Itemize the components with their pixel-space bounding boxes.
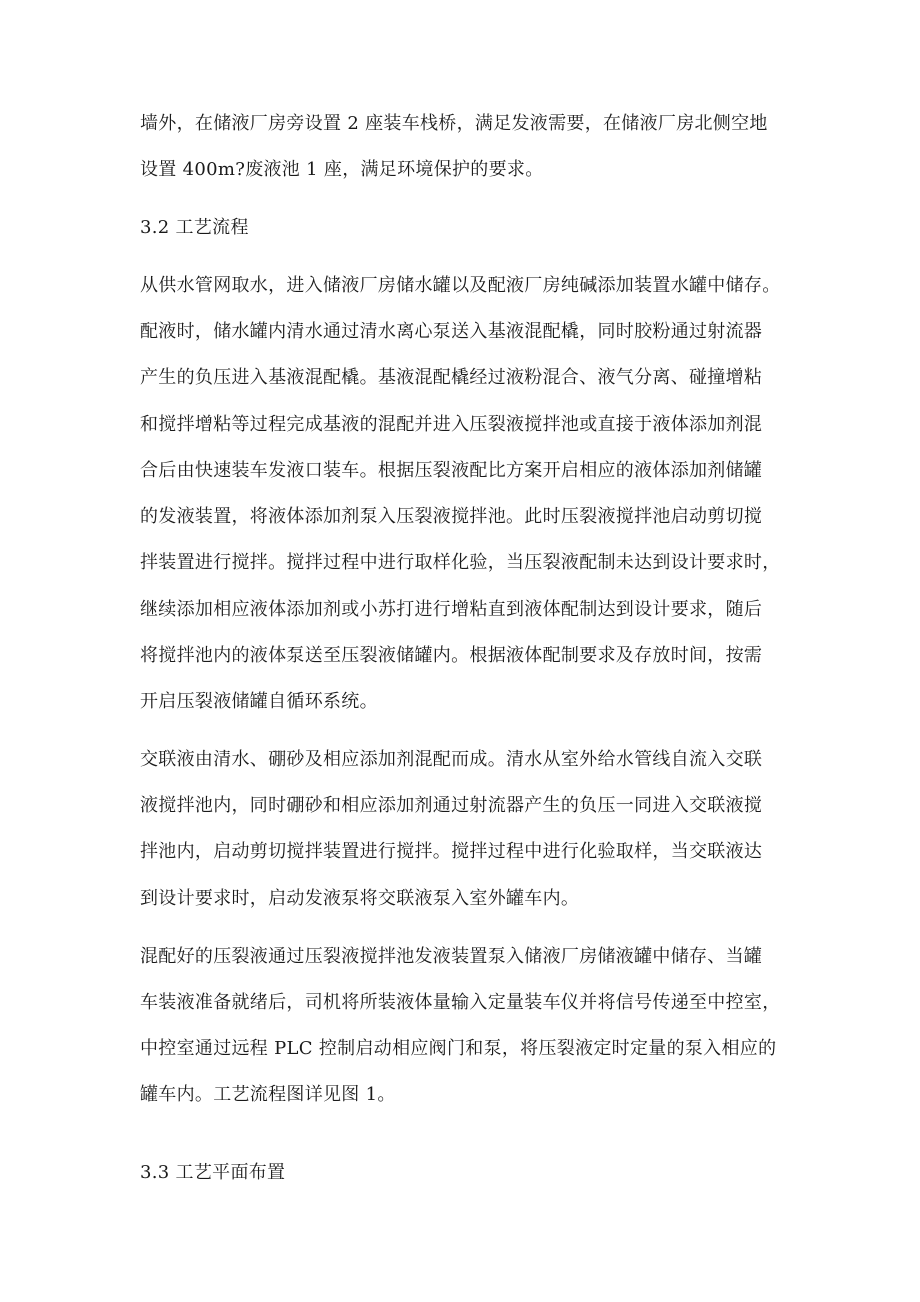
section-heading: 3.3 工艺平面布置: [140, 1162, 286, 1183]
text-line: 产生的负压进入基液混配橇。基液混配橇经过液粉混合、液气分离、碰撞增粘: [140, 367, 763, 388]
text-line: 中控室通过远程 PLC 控制启动相应阀门和泵，将压裂液定时定量的泵入相应的: [140, 1038, 777, 1059]
text-line: 设置 400m?废液池 1 座，满足环境保护的要求。: [140, 159, 544, 180]
text-line: 到设计要求时，启动发液泵将交联液泵入室外罐车内。: [140, 888, 580, 909]
text-line: 墙外，在储液厂房旁设置 2 座装车栈桥，满足发液需要，在储液厂房北侧空地: [140, 113, 768, 134]
text-line: 的发液装置，将液体添加剂泵入压裂液搅拌池。此时压裂液搅拌池启动剪切搅: [140, 506, 763, 527]
text-line: 从供水管网取水，进入储液厂房储水罐以及配液厂房纯碱添加装置水罐中储存。: [140, 275, 781, 296]
text-line: 配液时，储水罐内清水通过清水离心泵送入基液混配橇，同时胶粉通过射流器: [140, 321, 763, 342]
text-line: 拌装置进行搅拌。搅拌过程中进行取样化验，当压裂液配制未达到设计要求时，: [140, 552, 781, 573]
text-line: 液搅拌池内，同时硼砂和相应添加剂通过射流器产生的负压一同进入交联液搅: [140, 795, 763, 816]
text-line: 交联液由清水、硼砂及相应添加剂混配而成。清水从室外给水管线自流入交联: [140, 749, 763, 770]
text-line: 继续添加相应液体添加剂或小苏打进行增粘直到液体配制达到设计要求，随后: [140, 599, 763, 620]
section-heading: 3.2 工艺流程: [140, 217, 249, 238]
text-line: 合后由快速装车发液口装车。根据压裂液配比方案开启相应的液体添加剂储罐: [140, 460, 763, 481]
text-line: 混配好的压裂液通过压裂液搅拌池发液装置泵入储液厂房储液罐中储存、当罐: [140, 946, 763, 967]
text-line: 将搅拌池内的液体泵送至压裂液储罐内。根据液体配制要求及存放时间，按需: [140, 645, 763, 666]
text-line: 车装液准备就绪后，司机将所装液体量输入定量装车仪并将信号传递至中控室，: [140, 992, 781, 1013]
text-line: 罐车内。工艺流程图详见图 1。: [140, 1084, 396, 1105]
text-line: 拌池内，启动剪切搅拌装置进行搅拌。搅拌过程中进行化验取样，当交联液达: [140, 841, 763, 862]
text-line: 开启压裂液储罐自循环系统。: [140, 691, 378, 712]
text-line: 和搅拌增粘等过程完成基液的混配并进入压裂液搅拌池或直接于液体添加剂混: [140, 414, 763, 435]
